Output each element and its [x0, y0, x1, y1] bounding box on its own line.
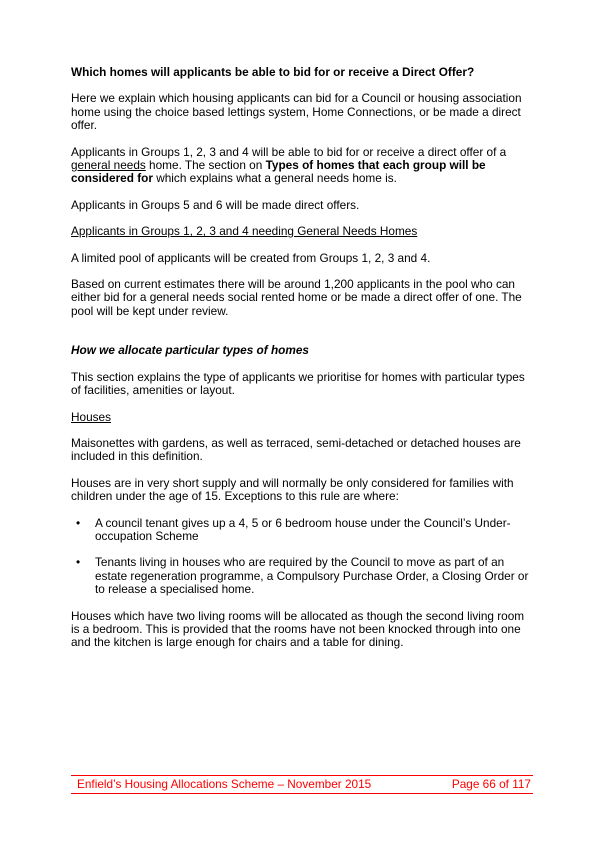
page-content — [71, 66, 533, 663]
subheading-general-needs-homes: Applicants in Groups 1, 2, 3 and 4 needing General Needs Homes — [71, 224, 418, 239]
subheading-how-we-allocate: How we allocate particular types of homes — [71, 343, 309, 358]
page-footer — [71, 775, 533, 794]
paragraph-groups-5-6: Applicants in Groups 5 and 6 will be made direct offers. — [71, 197, 360, 212]
bullet-icon: • — [76, 515, 81, 530]
list-item-text: A council tenant gives up a 4, 5 or 6 bedroom house under the Council’s Under-occupation Scheme — [95, 515, 511, 543]
footer-document-title: Enfield’s Housing Allocations Scheme – November 2015 — [77, 777, 372, 791]
list-item — [71, 556, 533, 596]
paragraph-intro: Here we explain which housing applicants can bid for a Council or housing association home using the choice based lettings system, Home Connections, or be made a direct offer. — [71, 91, 522, 133]
text-segment-underlined: general needs — [71, 158, 146, 173]
text-segment-bold: Types of homes that each group will be considered for — [71, 158, 486, 186]
text-segment: which explains what a general needs home is. — [152, 171, 397, 186]
bullet-icon: • — [76, 555, 81, 570]
exceptions-bullet-list — [71, 517, 533, 597]
paragraph-two-living-rooms: Houses which have two living rooms will be allocated as though the second living room is a bedroom. This is provided that the rooms have not been knocked through into one and the kitchen is large enough for chairs and a table for dining. — [71, 608, 525, 650]
paragraph-allocate-intro: This section explains the type of applicants we prioritise for homes with particular types of facilities, amenities or layout. — [71, 369, 525, 398]
list-item — [71, 517, 533, 544]
paragraph-short-supply: Houses are in very short supply and will normally be only considered for families with children under the age of 15. Exceptions to this rule are where: — [71, 475, 514, 504]
footer-text-row — [71, 776, 533, 793]
paragraph-limited-pool: A limited pool of applicants will be created from Groups 1, 2, 3 and 4. — [71, 250, 431, 265]
subheading-houses: Houses — [71, 409, 111, 424]
footer-bottom-rule — [71, 793, 533, 794]
section-heading-direct-offer: Which homes will applicants be able to bid for or receive a Direct Offer? — [71, 65, 475, 79]
text-segment: home. The section on — [145, 158, 266, 173]
text-segment: Applicants in Groups 1, 2, 3 and 4 will be able to bid for or receive a direct offer of a — [71, 144, 507, 159]
footer-page-number: Page 66 of 117 — [451, 777, 531, 791]
list-item-text: Tenants living in houses who are required by the Council to move as part of an estate regeneration programme, a Compulsory Purchase Order, a Closing Order or to release a specialised home. — [95, 555, 529, 597]
paragraph-estimates: Based on current estimates there will be around 1,200 applicants in the pool who can either bid for a general needs social rented home or be made a direct offer of one. The pool will be kept under review. — [71, 277, 522, 318]
paragraph-maisonettes: Maisonettes with gardens, as well as terraced, semi-detached or detached houses are included in this definition. — [71, 435, 521, 464]
paragraph-groups-1-4 — [71, 146, 533, 186]
